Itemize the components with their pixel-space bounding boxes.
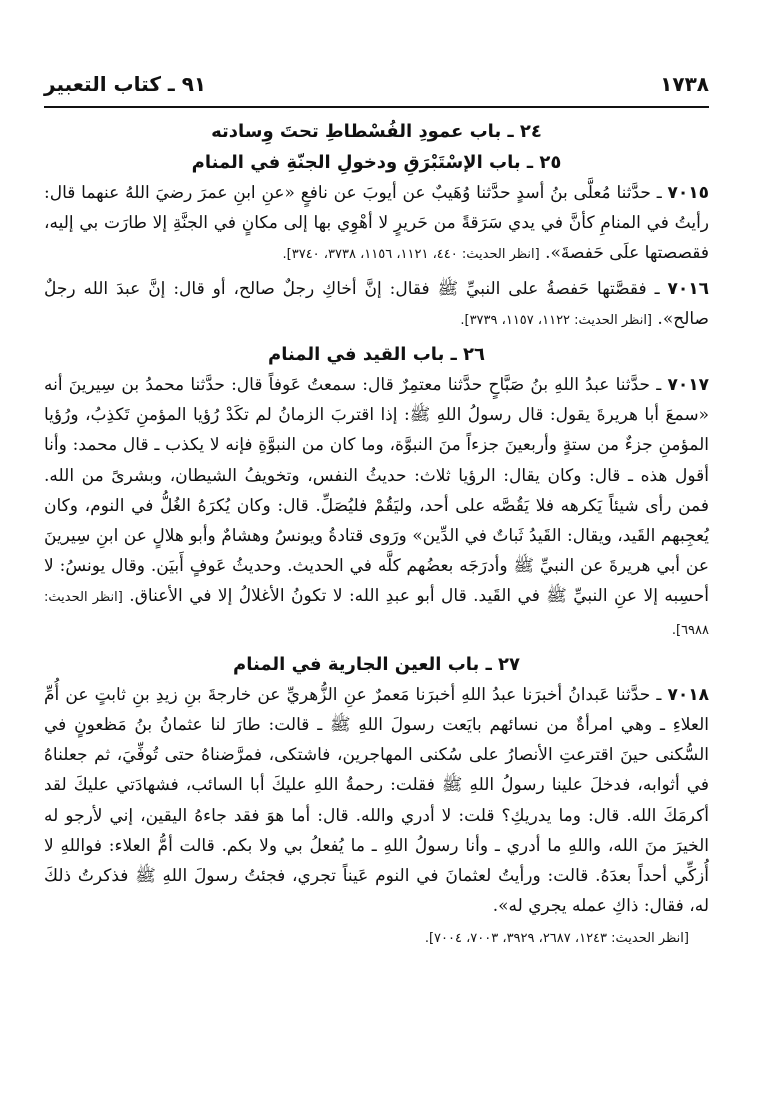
- hadith-number: ٧٠١٨: [667, 684, 709, 705]
- page-header: [44, 70, 709, 104]
- hadith-reference: [انظر الحديث: ١٢٤٣، ٢٦٨٧، ٣٩٢٩، ٧٠٠٣، ٧٠٠٤].: [424, 931, 689, 947]
- hadith-number: ٧٠١٦: [667, 278, 709, 299]
- hadith-7018: [44, 680, 709, 922]
- hadith-number: ٧٠١٥: [667, 183, 709, 203]
- hadith-text: ـ حدَّثنا عَبدانُ أخبرَنا عبدُ اللهِ أخبرَنا مَعمرٌ عنِ الزُّهريِّ عن خارجةَ بنِ زيدِ بنِ ثابتٍ عن أُمِّ العلاءِ ـ وهي امرأةٌ من نسائهم بايَعت رسولَ اللهِ ﷺ ـ قالت: طارَ لنا عثمانُ بنُ مَظعونٍ في السُّكنى حينَ اقترعتِ الأنصارُ على سُكنى المهاجرين، فاشتكى، فمرَّضناهُ حتى تُوفِّيَ، ثم جعلناهُ في أثوابه، فدخلَ علينا رسولُ اللهِ ﷺ فقلت: رحمةُ اللهِ عليكَ أبا السائب، فشهادَتي عليكَ لقد أكرمَكَ الله. قال: وما يدريكِ؟ قلت: لا أدري والله. قال: أما هوَ فقد جاءهُ اليقين، إني لأرجو له الخيرَ منَ الله، واللهِ ما أدري ـ وأنا رسولُ اللهِ ـ ما يُفعلُ بي ولا بكم. قالت أمُّ العلاء: فواللهِ لا أُزكِّي أحداً بعدَهُ. قالت: ورأيتُ لعثمانَ في النوم عَيناً تجري، فجئتُ رسولَ اللهِ ﷺ فذكرتُ ذلكَ له، فقال: ذاكِ عمله يجري له».: [44, 684, 709, 917]
- chapter-heading-24: ٢٤ ـ باب عمودِ الفُسْطاطِ تحتَ وِسادته: [211, 121, 542, 142]
- hadith-text: ـ فقصَّتها حَفصةُ على النبيِّ ﷺ فقال: إنَّ أخاكِ رجلٌ صالح، أو قال: إنَّ عبدَ الله رجلٌ صالح».: [44, 278, 709, 329]
- book-title: ٩١ ـ كتاب التعبير: [44, 72, 207, 96]
- hadith-7016: [44, 274, 709, 336]
- chapter-heading-25: ٢٥ ـ باب الإسْتَبْرَقِ ودخولِ الجنّةِ في المنام: [191, 152, 562, 173]
- hadith-reference: [انظر الحديث: ١١٢٢، ١١٥٧، ٣٧٣٩].: [460, 312, 653, 328]
- hadith-7017: [44, 370, 709, 646]
- hadith-reference: [انظر الحديث: ٤٤٠، ١١٢١، ١١٥٦، ٣٧٣٨، ٣٧٤٠].: [282, 247, 540, 263]
- chapter-heading-27: ٢٧ ـ باب العين الجارية في المنام: [233, 653, 520, 675]
- chapter-heading-26: ٢٦ ـ باب القيد في المنام: [268, 344, 485, 366]
- hadith-text: ـ حدَّثنا عبدُ اللهِ بنُ صَبَّاحٍ حدَّثنا معتمِرٌ قال: سمعتُ عَوفاً قال: حدَّثنا محمدُ بن سِيرينَ أنه «سمعَ أبا هريرةَ يقول: قال رسولُ اللهِ ﷺ: إذا اقتربَ الزمانُ لم تكَدْ رُؤيا المؤمنِ تَكذِبُ، ورُؤيا المؤمنِ جزءٌ من ستةٍ وأربعينَ جزءاً منَ النبوَّة، وما كان من النبوَّةِ فإنه لا يكذب ـ قال محمد: وأنا أقول هذه ـ قال: وكان يقال: الرؤيا ثلاث: حديثُ النفس، وتخويفُ الشيطان، وبشرىً من الله. فمن رأى شيئاً يَكرهه فلا يَقُصَّه على أحد، وليَقُمْ فليُصَلِّ. قال: وكان يُكرَهُ الغُلُّ في النوم، وكان يُعجِبهم القَيد، ويقال: القَيدُ ثَباتٌ في الدِّين» ورَوى قتادةُ ويونسُ وهشامٌ وأبو هلالٍ عن ابنِ سِيرينَ عن أبي هريرةَ عن النبيِّ ﷺ وأدرَجَه بعضُهم كلَّه في الحديث. وحديثُ عَوفٍ أَبيَن. وقال يونسُ: لا أحسِبه إلا عنِ النبيِّ ﷺ في القَيد. قال أبو عبدِ الله: لا تكونُ الأغلالُ إلا في الأعناق.: [44, 375, 709, 607]
- page-body: [44, 116, 709, 955]
- hadith-reference: [انظر الحديث: ٦٩٨٨].: [44, 590, 709, 638]
- header-rule: [44, 106, 709, 108]
- hadith-text: ـ حدَّثنا مُعلَّى بنُ أسدٍ حدَّثنا وُهَيبٌ عن أيوبَ عن نافعٍ «عنِ ابنِ عمرَ رضيَ اللهُ عنهما قال: رأيتُ في المنامِ كأنَّ في يدي سَرَقةً من حَريرٍ لا أهْوِي بها إلى مكانٍ في الجنَّةِ إلا طارَت بي إليه، فقصصتها علَى حَفصةَ».: [44, 183, 709, 264]
- page-number: ١٧٣٨: [660, 72, 709, 96]
- hadith-7015: [44, 178, 709, 271]
- hadith-number: ٧٠١٧: [667, 375, 709, 396]
